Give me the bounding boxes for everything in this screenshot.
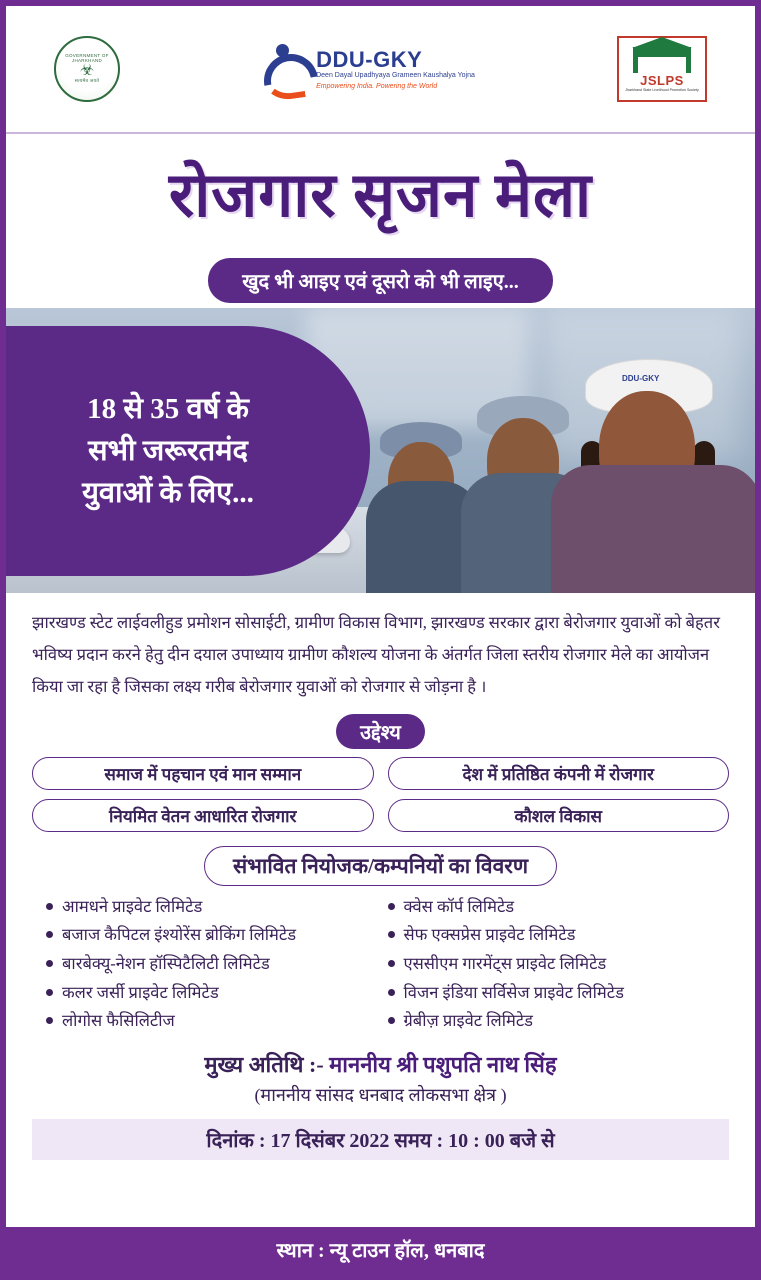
- ddu-gky-tagline: Empowering India. Powering the World: [316, 82, 438, 90]
- employer-item: विजन इंडिया सर्विसेज प्राइवेट लिमिटेड: [386, 980, 718, 1007]
- title-zone: [6, 134, 755, 252]
- ddu-gky-subtitle: Deen Dayal Upadhyaya Grameen Kaushalya Yojna: [316, 71, 475, 79]
- ddu-gky-swirl-icon: [262, 42, 308, 96]
- event-date-time: दिनांक : 17 दिसंबर 2022 समय : 10 : 00 बजे से: [32, 1119, 729, 1160]
- intro-paragraph: झारखण्ड स्टेट लाईवलीहुड प्रमोशन सोसाईटी, ग्रामीण विकास विभाग, झारखण्ड सरकार द्वारा बेरोजगार युवाओं को बेहतर भविष्य प्रदान करने हेतु दीन दयाल उपाध्याय ग्रामीण कौशल्य योजना के अंतर्गत जिला स्तरीय रोजगार मेले का आयोजन किया जा रहा है जिसका लक्ष्य गरीब बेरोजगार युवाओं को रोजगार से जोड़ना है ।: [32, 613, 720, 697]
- employer-item: सेफ एक्सप्रेस प्राइवेट लिमिटेड: [386, 922, 718, 949]
- ddu-gky-logo: [262, 42, 475, 96]
- event-venue: स्थान : न्यू टाउन हॉल, धनबाद: [6, 1227, 755, 1274]
- trainee-photo-1: [551, 331, 755, 593]
- age-line-3: युवाओं के लिए...: [82, 477, 254, 510]
- employer-item: आमधने प्राइवेट लिमिटेड: [44, 894, 376, 921]
- objective-item: नियमित वेतन आधारित रोजगार: [32, 799, 374, 832]
- jslps-title: JSLPS: [640, 72, 684, 88]
- employers-heading: संभावित नियोजक/कम्पनियों का विवरण: [204, 846, 557, 886]
- cap-brand-label: DDU-GKY: [622, 374, 660, 383]
- emblem-lion-icon: ☣: [79, 62, 95, 80]
- employer-item: कलर जर्सी प्राइवेट लिमिटेड: [44, 980, 376, 1007]
- jslps-hut-icon: [633, 47, 691, 73]
- age-eligibility-overlay: [6, 326, 370, 576]
- chief-guest-line: [32, 1049, 729, 1079]
- objectives-grid: [32, 757, 729, 832]
- jslps-logo: [617, 36, 707, 102]
- objective-item: समाज में पहचान एवं मान सम्मान: [32, 757, 374, 790]
- emblem-top-text: GOVERNMENT OF JHARKHAND: [65, 52, 109, 63]
- employers-grid: [32, 894, 729, 1036]
- employer-item: लोगोस फैसिलिटीज: [44, 1008, 376, 1035]
- page-title: रोजगार सृजन मेला: [168, 162, 593, 230]
- objective-item: देश में प्रतिष्ठित कंपनी में रोजगार: [388, 757, 730, 790]
- chief-guest-name: माननीय श्री पशुपति नाथ सिंह: [329, 1052, 557, 1078]
- logo-bar: [6, 6, 755, 134]
- employer-item: एससीएम गारमेंट्स प्राइवेट लिमिटेड: [386, 951, 718, 978]
- tagline-ribbon: खुद भी आइए एवं दूसरो को भी लाइए...: [208, 258, 553, 303]
- objectives-heading: उद्देश्य: [336, 714, 425, 749]
- objective-item: कौशल विकास: [388, 799, 730, 832]
- age-line-2: सभी जरूरतमंद: [88, 434, 248, 467]
- emblem-motto: सत्यमेव जयते: [74, 78, 100, 84]
- jslps-subtitle: Jharkhand State Livelihood Promotion Society: [625, 87, 699, 92]
- employer-item: बारबेक्यू-नेशन हॉस्पिटैलिटी लिमिटेड: [44, 951, 376, 978]
- photo-banner: [6, 308, 755, 593]
- chief-guest-label: मुख्य अतिथि :-: [204, 1052, 324, 1078]
- employer-item: क्वेस कॉर्प लिमिटेड: [386, 894, 718, 921]
- chief-guest-designation: (माननीय सांसद धनबाद लोकसभा क्षेत्र ): [254, 1085, 507, 1106]
- jharkhand-government-emblem-icon: [54, 36, 120, 102]
- ribbon-wrap: [6, 252, 755, 308]
- age-line-1: 18 से 35 वर्ष के: [87, 392, 249, 425]
- employer-item: ग्रेबीज़ प्राइवेट लिमिटेड: [386, 1008, 718, 1035]
- content-area: [6, 593, 755, 1160]
- ddu-gky-title: DDU-GKY: [316, 46, 423, 72]
- employer-item: बजाज कैपिटल इंश्योरेंस ब्रोकिंग लिमिटेड: [44, 922, 376, 949]
